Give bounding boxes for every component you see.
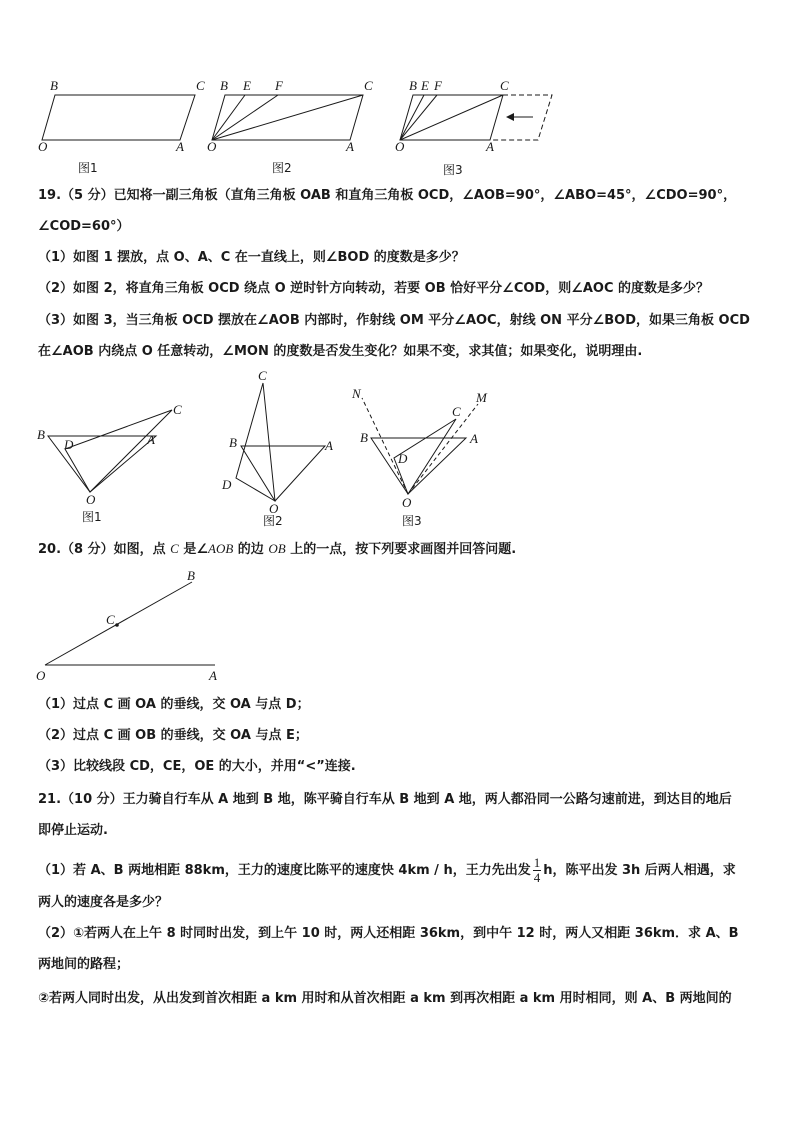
q20-part1: （1）过点 C 画 OA 的垂线，交 OA 与点 D； [38,697,310,712]
q20-stem-text-a: 20.（8 分）如图，点 [38,542,171,557]
q19-stem-line2: ∠COD=60°） [38,219,130,234]
fig19-3-label-B: B [360,430,368,445]
q21-part1-text-b: h，陈平出发 3h 后两人相遇，求 [543,863,736,878]
fig18-3-caption: 图3 [443,163,463,177]
q21-part2-line2: 两地间的路程； [38,957,130,972]
q19-part3-line2: 在∠AOB 内绕点 O 任意转动，∠MON 的度数是否发生变化？如果不变，求其值；如果变化，说明理由. [38,344,643,359]
fig18-2-label-A: A [346,139,354,154]
fig18-3-label-C: C [500,78,509,93]
fig19-1-caption: 图1 [82,510,102,524]
fig18-2-label-E: E [243,78,251,93]
q20-stem-text-c: 的边 [233,542,269,557]
q19-part2: （2）如图 2，将直角三角板 OCD 绕点 O 逆时针方向转动，若要 OB 恰好平分∠COD，则∠AOC 的度数是多少？ [38,281,710,296]
fig19-1-label-O: O [86,492,96,507]
fig19-1-label-B: B [37,427,45,442]
fig18-1-label-A: A [176,139,184,154]
fig18-2-label-B: B [220,78,228,93]
fraction-numerator: 1 [533,855,541,870]
q20-part2: （2）过点 C 画 OB 的垂线，交 OA 与点 E； [38,728,308,743]
q21-part3-line1: ②若两人同时出发，从出发到首次相距 a km 用时和从首次相距 a km 到再次相距 a km 用时相同，则 A、B 两地间的 [38,991,732,1006]
fig18-1-label-B: B [50,78,58,93]
fig19-3-label-D: D [398,451,408,466]
fig19-3-label-M: M [476,390,487,405]
fraction-one-quarter [533,856,542,885]
q21-part1-line1 [38,856,736,885]
q20-fig-label-O: O [36,668,46,683]
fraction-denominator: 4 [533,870,541,885]
q19-part3-line1: （3）如图 3，当三角板 OCD 摆放在∠AOB 内部时，作射线 OM 平分∠AOC，射线 ON 平分∠BOD，如果三角板 OCD [38,313,750,328]
q20-stem-angle-AOB: AOB [208,541,234,556]
fig18-1-label-O: O [38,139,48,154]
ray-OB [45,582,192,665]
fig19-2-label-C: C [258,368,267,383]
fig18-3-label-B: B [409,78,417,93]
fig18-1-caption: 图1 [78,161,98,175]
q20-fig-label-B: B [187,568,195,583]
fig19-2-label-A: A [325,438,333,453]
fig19-2-caption: 图2 [263,514,283,528]
fig18-2-label-F: F [275,78,283,93]
fig19-2-label-O: O [269,501,279,516]
fig18-3-label-E: E [421,78,429,93]
fig19-1-label-A: A [147,432,155,447]
fig19-3-caption: 图3 [402,514,422,528]
fig19-3-label-C: C [452,404,461,419]
q20-stem-point-C: C [170,541,179,556]
fig19-2-label-B: B [229,435,237,450]
fig18-2-label-O: O [207,139,217,154]
q20-stem-side-OB: OB [268,541,286,556]
q21-part1-line2: 两人的速度各是多少？ [38,895,169,910]
q20-fig-label-A: A [209,668,217,683]
fig18-3-label-A: A [486,139,494,154]
fig18-3-label-O: O [395,139,405,154]
fig19-3-label-O: O [402,495,412,510]
fig19-3-label-N: N [352,386,361,401]
q20-stem-text-d: 上的一点，按下列要求画图并回答问题. [285,542,517,557]
q21-stem-line2: 即停止运动. [38,823,108,838]
q20-fig-label-C: C [106,612,115,627]
q21-part1-text-a: （1）若 A、B 两地相距 88km，王力的速度比陈平的速度快 4km / h，王力先出发 [38,863,531,878]
point-C-dot [115,623,119,627]
q20-part3: （3）比较线段 CD，CE，OE 的大小，并用“<”连接. [38,759,356,774]
fig19-1-label-C: C [173,402,182,417]
q19-part1: （1）如图 1 摆放，点 O、A、C 在一直线上，则∠BOD 的度数是多少？ [38,250,465,265]
q21-stem-line1: 21.（10 分）王力骑自行车从 A 地到 B 地，陈平骑自行车从 B 地到 A 地，两人都沿同一公路匀速前进，到达目的地后 [38,792,732,807]
fig18-1-label-C: C [196,78,205,93]
q21-part2-line1: （2）①若两人在上午 8 时同时出发，到上午 10 时，两人还相距 36km，到中午 12 时，两人又相距 36km．求 A、B [38,926,739,941]
fig19-3-label-A: A [470,431,478,446]
fig18-2-caption: 图2 [272,161,292,175]
fig19-1-label-D: D [64,437,74,452]
fig18-3-label-F: F [434,78,442,93]
q19-stem-line1: 19.（5 分）已知将一副三角板（直角三角板 OAB 和直角三角板 OCD，∠AOB=90°，∠ABO=45°，∠CDO=90°， [38,188,737,203]
fig19-2-label-D: D [222,477,232,492]
fig18-2-label-C: C [364,78,373,93]
q20-stem-text-b: 是∠ [178,542,208,557]
